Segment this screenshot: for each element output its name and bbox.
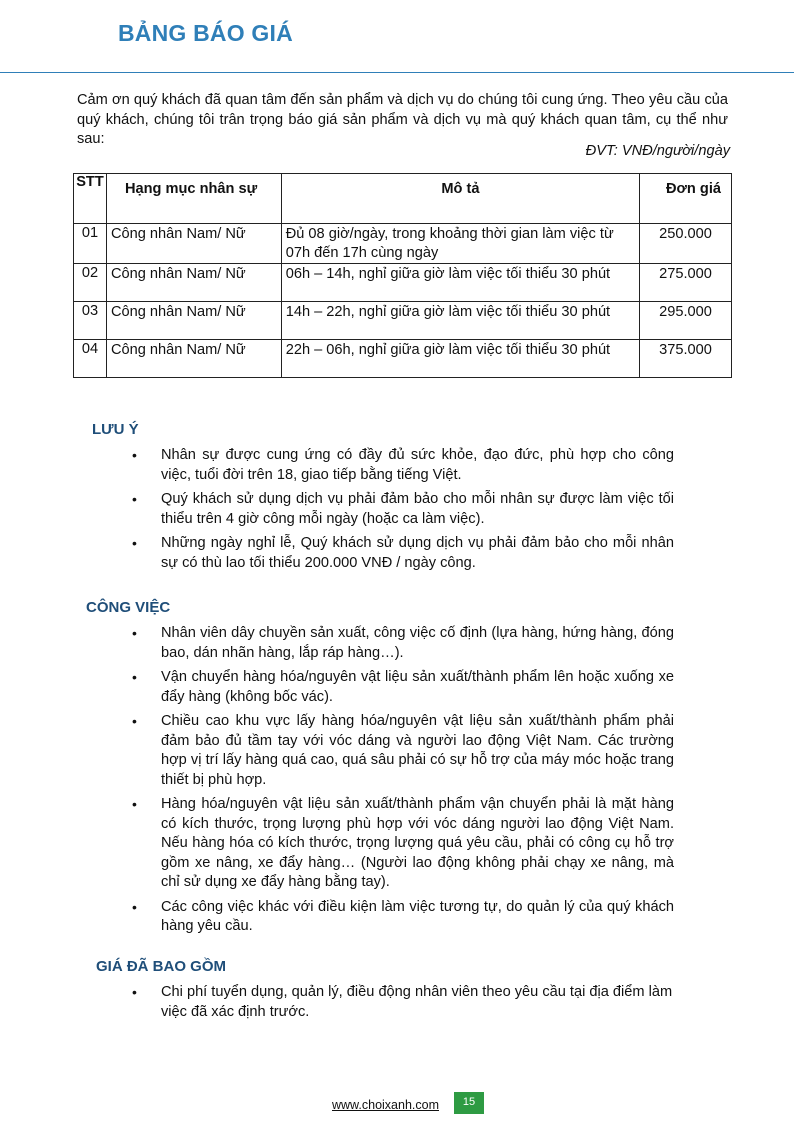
- table-row: [74, 302, 732, 340]
- work-heading: CÔNG VIỆC: [86, 599, 171, 616]
- header-description: Mô tả: [281, 174, 639, 224]
- row-stt: 03: [74, 302, 107, 340]
- list-item: • Các công việc khác với điều kiện làm việc tương tự, do quản lý của quý khách hàng yêu cầu.: [161, 898, 674, 937]
- table-row: [74, 264, 732, 302]
- list-item: • Chi phí tuyển dụng, quản lý, điều động nhân viên theo yêu cầu tại địa điểm làm việc đã xác định trước.: [161, 983, 691, 1022]
- work-list: [161, 624, 674, 942]
- footer-link[interactable]: www.choixanh.com: [332, 1098, 439, 1112]
- row-price: 250.000: [640, 224, 732, 264]
- row-stt: 04: [74, 340, 107, 378]
- row-price: 375.000: [640, 340, 732, 378]
- row-category: Công nhân Nam/ Nữ: [106, 224, 281, 264]
- list-item: • Chiều cao khu vực lấy hàng hóa/nguyên vật liệu sản xuất/thành phẩm phải đảm bảo đủ tầm tay với vóc dáng và người lao động Việt Nam. Các trường hợp vị trí lấy hàng quá cao, quá sâu phải có sự hỗ trợ của máy móc hoặc trang thiết bị phù hợp.: [161, 712, 674, 790]
- row-description: 06h – 14h, nghỉ giữa giờ làm việc tối thiểu 30 phút: [281, 264, 639, 302]
- notes-list: [161, 446, 674, 578]
- row-category: Công nhân Nam/ Nữ: [106, 340, 281, 378]
- table-row: [74, 340, 732, 378]
- row-price: 275.000: [640, 264, 732, 302]
- row-stt: 02: [74, 264, 107, 302]
- included-heading: GIÁ ĐÃ BAO GỒM: [96, 958, 226, 975]
- table-header-row: [74, 174, 732, 224]
- list-item: • Những ngày nghỉ lễ, Quý khách sử dụng dịch vụ phải đảm bảo cho mỗi nhân sự có thù lao tối thiểu 200.000 VNĐ / ngày công.: [161, 534, 674, 573]
- list-item: • Quý khách sử dụng dịch vụ phải đảm bảo cho mỗi nhân sự được làm việc tối thiểu trên 4 giờ công mỗi ngày (hoặc ca làm việc).: [161, 490, 674, 529]
- list-item: • Nhân viên dây chuyền sản xuất, công việc cố định (lựa hàng, hứng hàng, đóng bao, dán nhãn hàng, lắp ráp hàng…).: [161, 624, 674, 663]
- price-table: [73, 173, 732, 378]
- header-category: Hạng mục nhân sự: [106, 174, 281, 224]
- table-row: [74, 224, 732, 264]
- row-description: 22h – 06h, nghỉ giữa giờ làm việc tối thiểu 30 phút: [281, 340, 639, 378]
- page-number-badge: 15: [454, 1092, 484, 1114]
- header-price: Đơn giá: [640, 174, 732, 224]
- page-title: BẢNG BÁO GIÁ: [118, 20, 293, 46]
- header-stt: STT: [74, 174, 107, 224]
- row-description: 14h – 22h, nghỉ giữa giờ làm việc tối thiểu 30 phút: [281, 302, 639, 340]
- list-item: • Hàng hóa/nguyên vật liệu sản xuất/thành phẩm vận chuyển phải là mặt hàng có kích thước, trọng lượng phù hợp với vóc dáng người lao động Việt Nam. Nếu hàng hóa có kích thước, trọng lượng quá yêu cầu, phải có công cụ hỗ trợ gồm xe nâng, xe đẩy hàng… (Người lao động không phải chạy xe nâng, mà chỉ sử dụng xe đẩy hàng bằng tay).: [161, 795, 674, 893]
- included-list: [161, 983, 691, 1027]
- unit-note: ĐVT: VNĐ/người/ngày: [585, 143, 730, 159]
- title-divider: [0, 72, 794, 73]
- intro-paragraph: Cảm ơn quý khách đã quan tâm đến sản phẩm và dịch vụ do chúng tôi cung ứng. Theo yêu cầu của quý khách, chúng tôi trân trọng báo giá sản phẩm và dịch vụ mà quý khách quan tâm, cụ thể như sau:: [77, 92, 728, 147]
- row-price: 295.000: [640, 302, 732, 340]
- row-description: Đủ 08 giờ/ngày, trong khoảng thời gian làm việc từ 07h đến 17h cùng ngày: [281, 224, 639, 264]
- row-stt: 01: [74, 224, 107, 264]
- notes-heading: LƯU Ý: [92, 421, 139, 438]
- list-item: • Nhân sự được cung ứng có đầy đủ sức khỏe, đạo đức, phù hợp cho công việc, tuổi đời trên 18, giao tiếp bằng tiếng Việt.: [161, 446, 674, 485]
- list-item: • Vận chuyển hàng hóa/nguyên vật liệu sản xuất/thành phẩm lên hoặc xuống xe đẩy hàng (không bốc vác).: [161, 668, 674, 707]
- row-category: Công nhân Nam/ Nữ: [106, 302, 281, 340]
- row-category: Công nhân Nam/ Nữ: [106, 264, 281, 302]
